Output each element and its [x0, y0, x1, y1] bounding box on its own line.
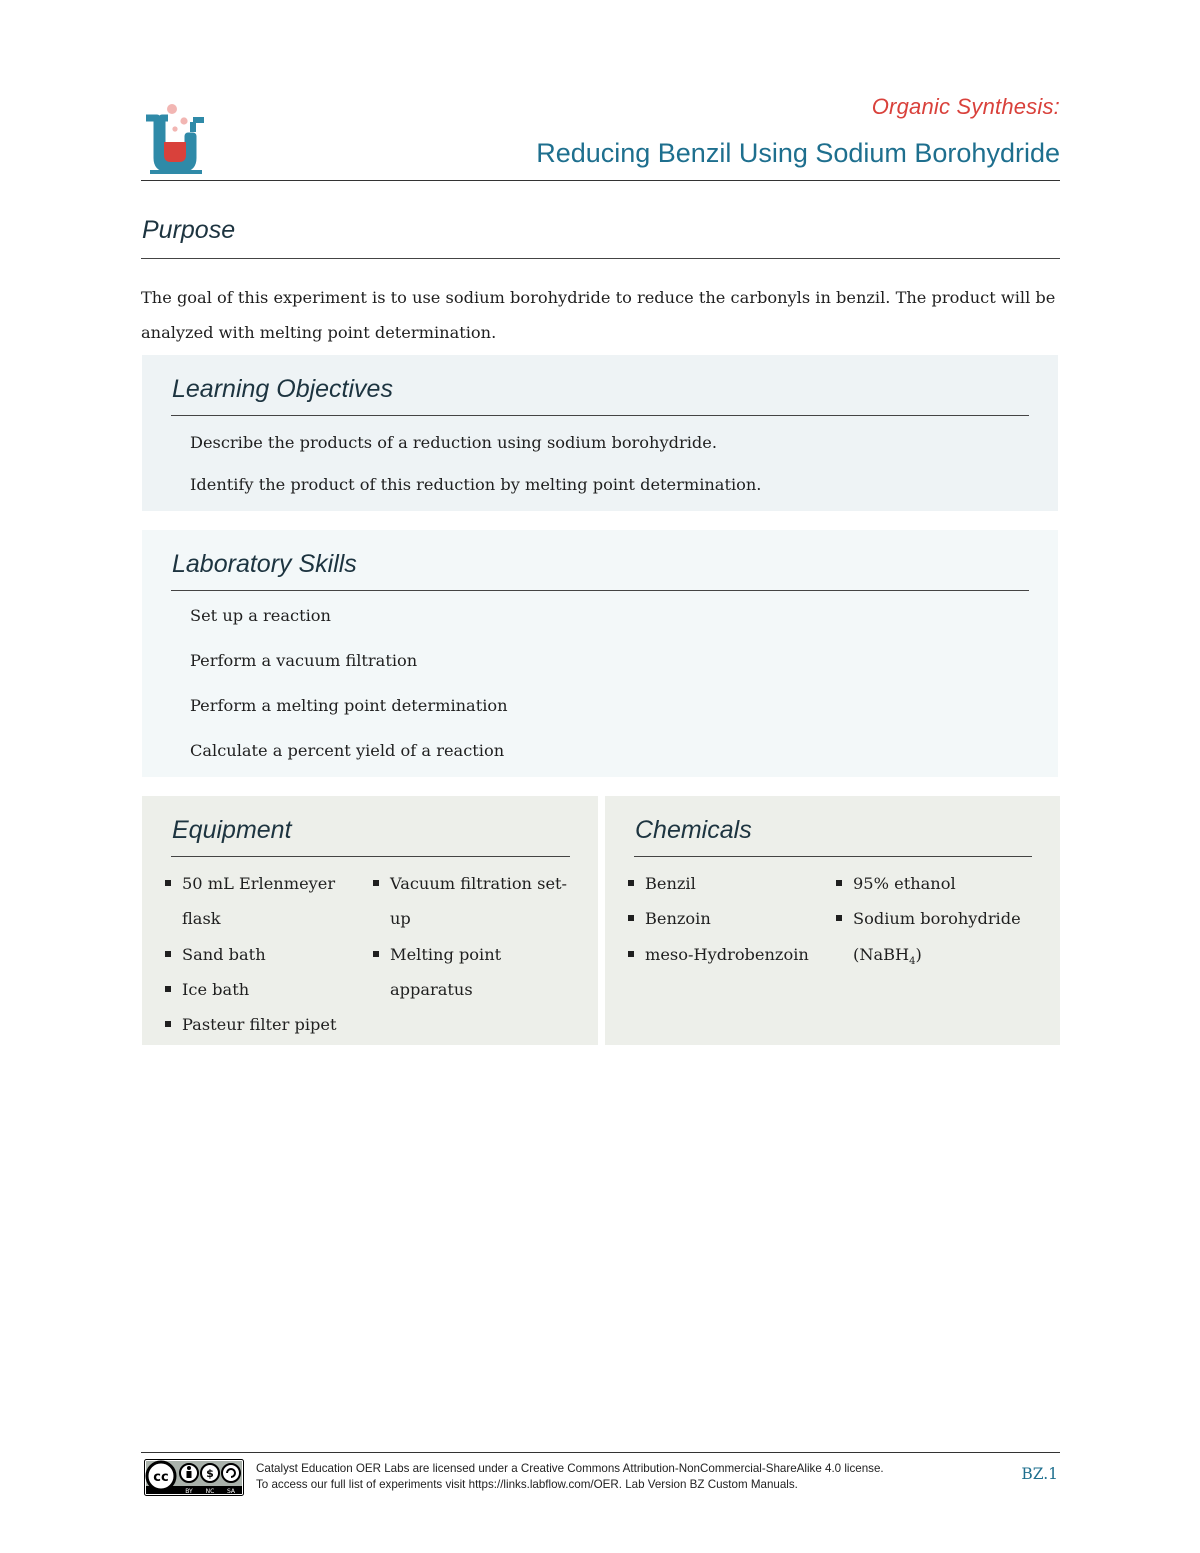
header-divider — [141, 180, 1060, 181]
learning-objectives-panel — [142, 355, 1058, 511]
footer-license-line: Catalyst Education OER Labs are licensed under a Creative Commons Attribution-NonCommercial-ShareAlike 4.0 license. — [256, 1462, 884, 1475]
svg-text:NC: NC — [205, 1488, 215, 1495]
list-item: 50 mL Erlenmeyer flask — [164, 866, 354, 937]
svg-text:cc: cc — [153, 1470, 169, 1485]
beaker-logo-icon — [144, 102, 208, 180]
sodium-borohydride-formula — [853, 944, 922, 967]
svg-text:BY: BY — [185, 1488, 193, 1495]
list-item: Set up a reaction — [190, 606, 331, 625]
list-item: Describe the products of a reduction using sodium borohydride. — [190, 433, 717, 452]
list-item: Perform a vacuum filtration — [190, 651, 418, 670]
footer-license-text — [256, 1461, 996, 1493]
list-item: Sand bath — [164, 937, 354, 972]
formula-subscript: 4 — [909, 955, 916, 967]
svg-text:SA: SA — [226, 1488, 236, 1495]
list-item: meso-Hydrobenzoin — [627, 937, 827, 972]
footer-access-line: To access our full list of experiments visit https://links.labflow.com/OER. Lab Version BZ Custom Manuals. — [256, 1478, 798, 1491]
list-item: Benzil — [627, 866, 827, 901]
sodium-borohydride-name: Sodium borohydride — [853, 909, 1021, 929]
chemicals-panel — [605, 796, 1060, 1045]
learning-objectives-list — [190, 429, 761, 513]
formula-text: (NaBH — [853, 944, 910, 964]
list-item: Melting point apparatus — [372, 937, 572, 1008]
list-item: Vacuum filtration set-up — [372, 866, 572, 937]
list-item: Pasteur filter pipet — [164, 1007, 354, 1042]
list-item: Calculate a percent yield of a reaction — [190, 741, 505, 760]
learning-objectives-divider — [171, 415, 1029, 416]
chemicals-list-left — [627, 866, 827, 972]
list-item: Perform a melting point determination — [190, 696, 508, 715]
chemicals-heading: Chemicals — [635, 816, 752, 844]
laboratory-skills-heading: Laboratory Skills — [172, 550, 357, 578]
header-kicker: Organic Synthesis: — [871, 94, 1060, 119]
list-item: Ice bath — [164, 972, 354, 1007]
chemicals-divider — [634, 856, 1032, 857]
list-item-sodium-borohydride — [835, 901, 1040, 979]
list-item: Identify the product of this reduction by melting point determination. — [190, 475, 762, 494]
list-item: Benzoin — [627, 901, 827, 936]
footer-divider — [141, 1452, 1060, 1453]
formula-close: ) — [915, 944, 922, 964]
purpose-divider — [141, 258, 1060, 259]
laboratory-skills-panel — [142, 530, 1058, 777]
laboratory-skills-list — [190, 602, 508, 782]
laboratory-skills-divider — [171, 590, 1029, 591]
purpose-heading: Purpose — [142, 216, 236, 244]
equipment-heading: Equipment — [172, 816, 292, 844]
equipment-list-left — [164, 866, 354, 1042]
page-number: BZ.1 — [1021, 1465, 1058, 1483]
chemicals-list-right — [835, 866, 1040, 979]
svg-text:$: $ — [206, 1467, 214, 1480]
equipment-list-right — [372, 866, 572, 1007]
page-title: Reducing Benzil Using Sodium Borohydride — [536, 138, 1060, 168]
cc-by-nc-sa-icon — [144, 1459, 244, 1496]
equipment-divider — [171, 856, 570, 857]
learning-objectives-heading: Learning Objectives — [172, 375, 393, 403]
list-item: 95% ethanol — [835, 866, 1040, 901]
equipment-panel — [142, 796, 598, 1045]
purpose-text: The goal of this experiment is to use sodium borohydride to reduce the carbonyls in benzil. The product will be analyzed with melting point determination. — [141, 288, 1056, 342]
